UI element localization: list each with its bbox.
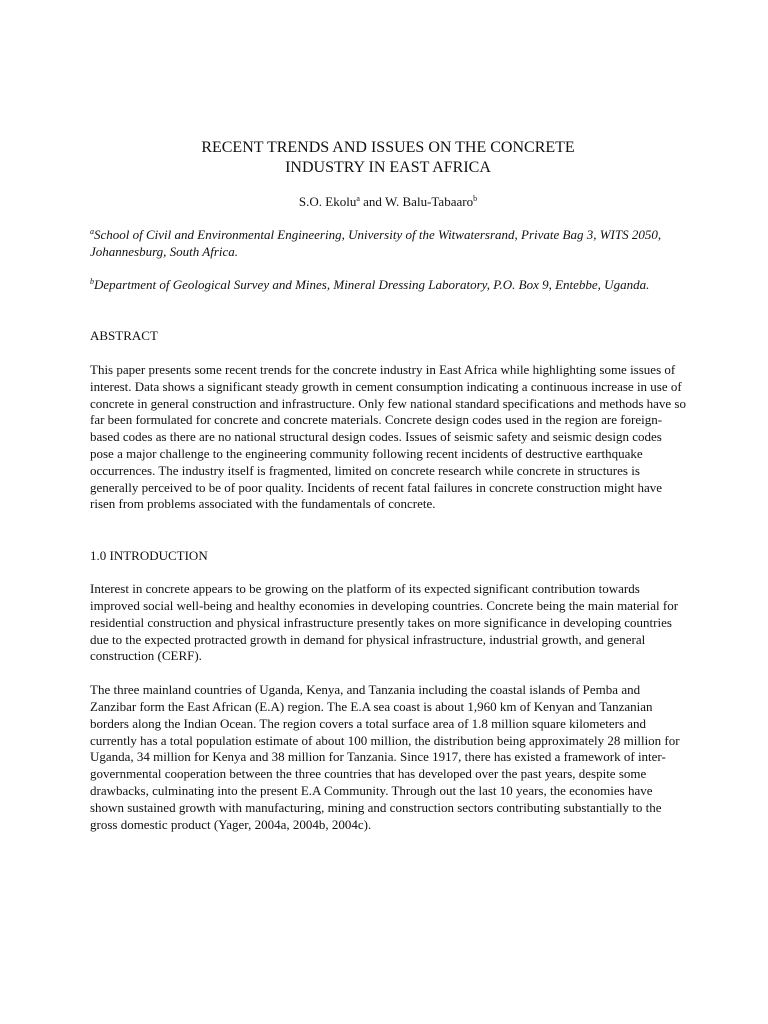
author-b-name: W. Balu-Tabaaro <box>384 194 474 209</box>
paper-page <box>90 138 686 833</box>
paper-title <box>90 138 686 178</box>
abstract-heading: ABSTRACT <box>90 328 158 343</box>
author-separator: and <box>359 194 385 209</box>
author-b-mark: b <box>473 194 478 203</box>
author-list <box>90 194 686 210</box>
abstract-paragraph: This paper presents some recent trends for the concrete industry in East Africa while highlighting some issues of interest. Data shows a significant steady growth in cement consumption indicating a continuous increase in use of concrete in general construction and infrastructure. Only few national standard specifications and methods have so far been formulated for concrete and concrete materials. Concrete design codes used in the region are foreign-based codes as there are no national structural design codes. Issues of seismic safety and seismic design codes pose a major challenge to the engineering community following recent incidents of destructive earthquake occurrences. The industry itself is fragmented, limited on concrete research while concrete in structures is generally perceived to be of poor quality. Incidents of recent fatal failures in concrete construction might have risen from problems associated with the fundamentals of concrete. <box>90 362 686 512</box>
title-line-1: RECENT TRENDS AND ISSUES ON THE CONCRETE <box>201 139 575 156</box>
title-line-2: INDUSTRY IN EAST AFRICA <box>285 159 491 176</box>
affiliation-a-text: School of Civil and Environmental Engineering, University of the Witwatersrand, Private Bag 3, WITS 2050, Johannesburg, South Africa. <box>90 227 662 259</box>
author-a-name: S.O. Ekolu <box>298 194 357 209</box>
affiliation-a-mark: a <box>90 227 94 236</box>
affiliation-a <box>90 226 686 260</box>
affiliation-b-mark: b <box>90 277 94 286</box>
introduction-heading: 1.0 INTRODUCTION <box>90 548 208 564</box>
affiliation-b-text: Department of Geological Survey and Mines, Mineral Dressing Laboratory, P.O. Box 9, Entebbe, Uganda. <box>94 277 650 292</box>
introduction-paragraph-2: The three mainland countries of Uganda, Kenya, and Tanzania including the coastal islands of Pemba and Zanzibar form the East African (E.A) region. The E.A sea coast is about 1,960 km of Kenyan and Tanzanian borders along the Indian Ocean. The region covers a total surface area of 1.8 million square kilometers and currently has a total population estimate of about 100 million, the distribution being approximately 28 million for Uganda, 34 million for Kenya and 38 million for Tanzania. Since 1917, there has existed a framework of inter-governmental cooperation between the three countries that has developed over the past years, despite some drawbacks, culminating into the present E.A Community. Through out the last 10 years, the economies have shown sustained growth with manufacturing, mining and construction sectors contributing substantially to the gross domestic product (Yager, 2004a, 2004b, 2004c). <box>90 682 680 832</box>
introduction-paragraph-1: Interest in concrete appears to be growing on the platform of its expected significant contribution towards improved social well-being and healthy economies in developing countries. Concrete being the main material for residential construction and physical infrastructure presently takes on more significance in developing countries due to the expected protracted growth in demand for physical infrastructure, industrial growth, and general construction (CERF). <box>90 581 679 664</box>
author-a-mark: a <box>356 194 360 203</box>
affiliation-b <box>90 276 686 293</box>
